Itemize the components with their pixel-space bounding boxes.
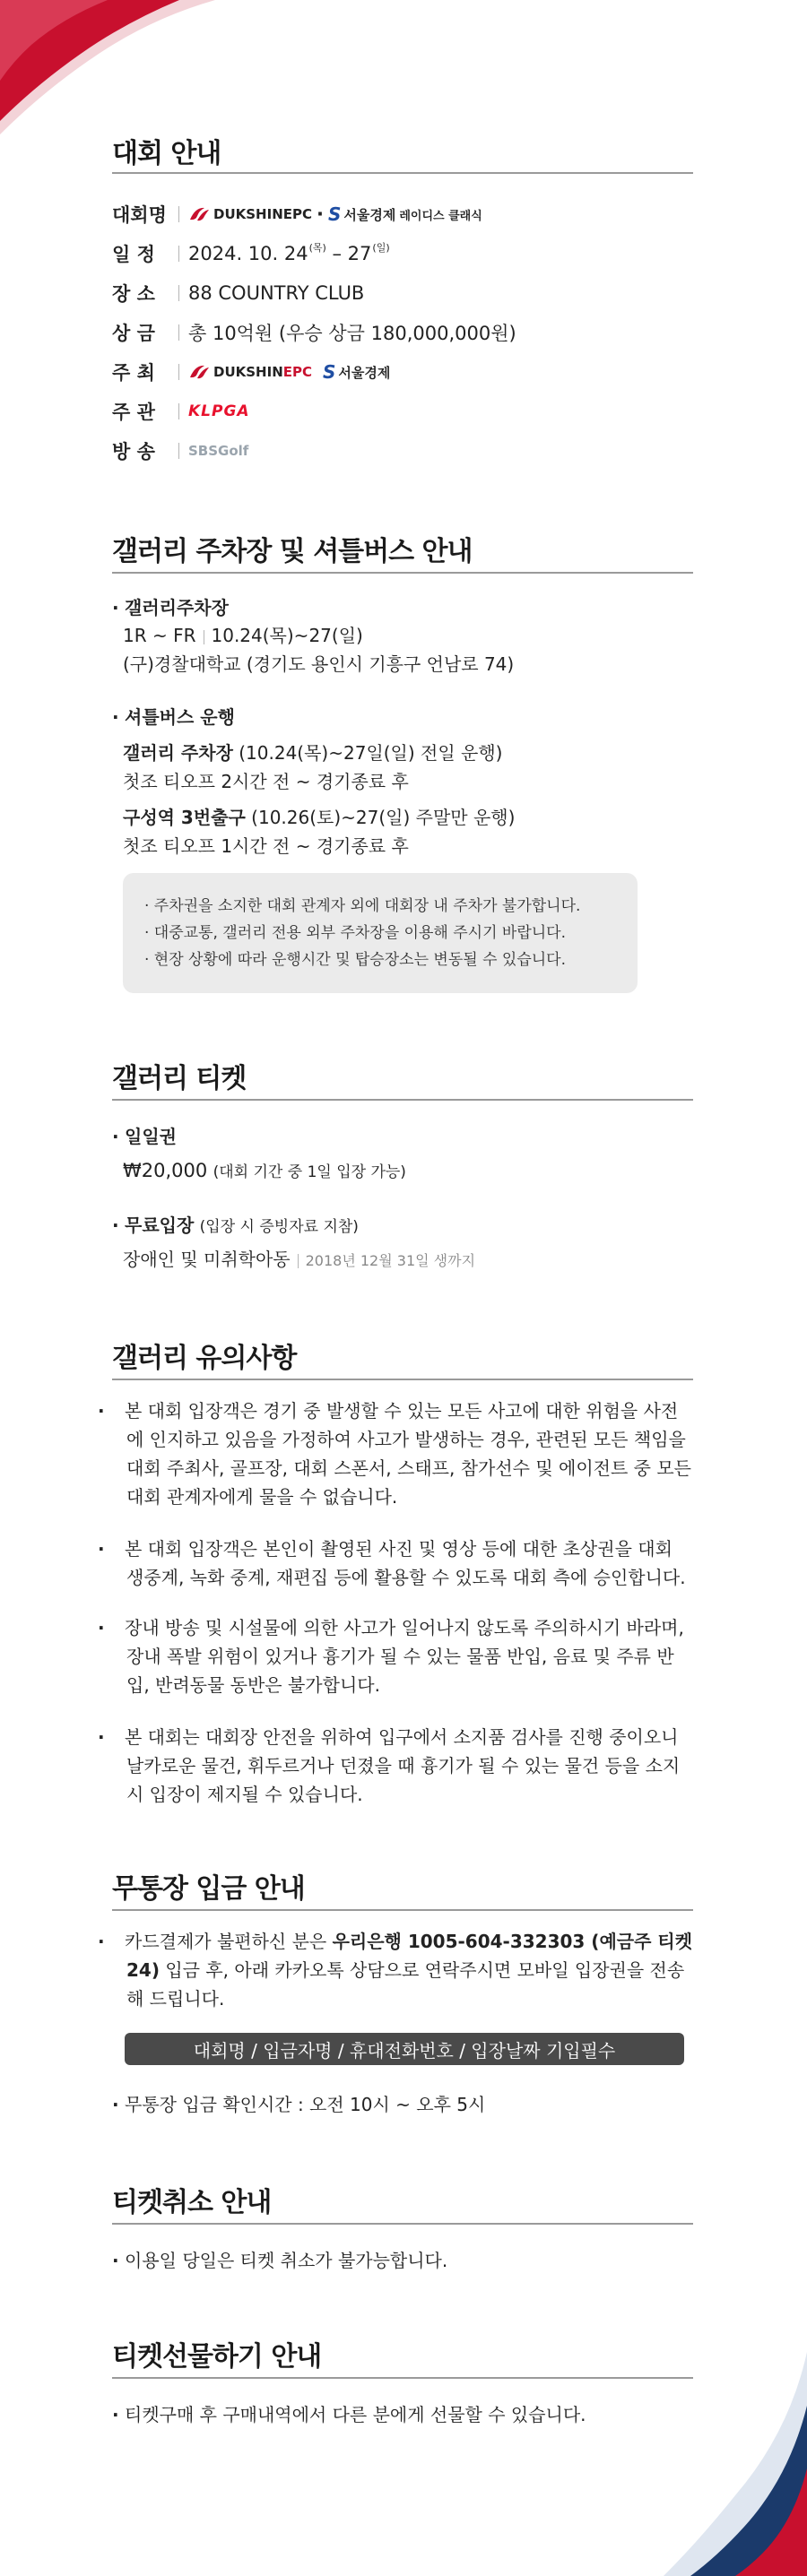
info-row-organizer <box>112 398 250 425</box>
gift-text-value: 티켓구매 후 구매내역에서 다른 분에게 선물할 수 있습니다. <box>125 2404 586 2425</box>
daily-ticket-price-row <box>123 1159 406 1181</box>
info-row-broadcast <box>112 437 248 464</box>
section-title-cancel: 티켓취소 안내 <box>112 2187 272 2218</box>
section-title-event-info: 대회 안내 <box>112 138 221 169</box>
inline-separator <box>298 1254 299 1268</box>
info-label: 장 소 <box>112 283 155 305</box>
free-entry-heading: · 무료입장 (입장 시 증빙자료 지참) <box>112 1215 359 1236</box>
parking-notice-line: · 대중교통, 갤러리 전용 외부 주차장을 이용해 주시기 바랍니다. <box>144 924 566 942</box>
date-start: 2024. 10. 24 <box>188 243 308 264</box>
label-separator <box>178 285 179 301</box>
cancel-text: · 이용일 당일은 티켓 취소가 불가능합니다. <box>112 2250 448 2271</box>
shuttle-heading: · 셔틀버스 운행 <box>112 706 235 728</box>
section-divider <box>112 1099 693 1101</box>
label-separator <box>178 443 179 459</box>
deposit-instructions: · 카드결제가 불편하신 분은 우리은행 1005-604-332303 (예금주 티켓24) 입금 후, 아래 카카오톡 상담으로 연락주시면 모바일 입장권을 전송해 드립니다. <box>98 1931 693 2010</box>
parking-lot-heading-text: 갤러리주차장 <box>125 597 229 618</box>
shuttle-route-a <box>123 739 502 765</box>
deposit-text-a: 카드결제가 불편하신 분은 <box>125 1931 333 1952</box>
shuttle-route-b <box>123 803 515 829</box>
free-entry-limit: 2018년 12월 31일 생까지 <box>305 1252 476 1269</box>
caution-item-text: 본 대회 입장객은 경기 중 발생할 수 있는 모든 사고에 대한 위험을 사전에 인지하고 있음을 가정하여 사고가 발생하는 경우, 관련된 모든 책임을 대회 주최사, 골프장, 대회 스폰서, 스태프, 참가선수 및 에이전트 중 모든 대회 관계자에게 물을 수 없습니다. <box>125 1400 691 1508</box>
corner-ribbon-decoration <box>0 0 215 152</box>
section-divider <box>112 1379 693 1380</box>
daily-ticket-note: (대회 기간 중 1일 입장 가능) <box>213 1163 406 1181</box>
label-separator <box>178 246 179 262</box>
label-separator <box>178 324 179 341</box>
date-dash: – <box>325 243 348 264</box>
prize-value: 총 10억원 (우승 상금 180,000,000원) <box>188 323 516 344</box>
section-title-parking: 갤러리 주차장 및 셔틀버스 안내 <box>112 536 473 567</box>
dukshin-mark-icon <box>188 205 210 223</box>
seoul-economy-logo <box>328 203 395 225</box>
section-title-caution: 갤러리 유의사항 <box>112 1343 297 1374</box>
info-label: 주 최 <box>112 362 155 384</box>
caution-item: · 본 대회는 대회장 안전을 위하여 입구에서 소지품 검사를 진행 중이오니 날카로운 물건, 휘두르거나 던졌을 때 흉기가 될 수 있는 물건 등을 소지 시 입장이 제지될 수 있습니다. <box>98 1726 681 1805</box>
daily-ticket-price: ₩20,000 <box>123 1160 208 1181</box>
shuttle-route-a-time: 첫조 티오프 2시간 전 ~ 경기종료 후 <box>123 771 409 792</box>
date-end: 27 <box>347 243 372 264</box>
info-label: 주 관 <box>112 402 155 423</box>
caution-item-text: 본 대회는 대회장 안전을 위하여 입구에서 소지품 검사를 진행 중이오니 날카로운 물건, 휘두르거나 던졌을 때 흉기가 될 수 있는 물건 등을 소지 시 입장이 제지될 수 있습니다. <box>125 1726 681 1805</box>
parking-notice-box <box>123 873 638 993</box>
free-entry-target: 장애인 및 미취학아동 <box>123 1249 291 1270</box>
event-suffix: 레이디스 클래식 <box>399 209 482 223</box>
info-row-schedule <box>112 240 390 267</box>
seoul-mark-icon: S <box>323 361 336 383</box>
daily-ticket-heading: · 일일권 <box>112 1126 177 1147</box>
epc-logo-text: EPC <box>282 364 312 380</box>
caution-item-text: 본 대회 입장객은 본인이 촬영된 사진 및 영상 등에 대한 초상권을 대회 생중계, 녹화 중계, 재편집 등에 활용할 수 있도록 대회 측에 승인합니다. <box>125 1538 686 1588</box>
label-separator <box>178 364 179 380</box>
info-label: 방 송 <box>112 441 155 462</box>
daily-ticket-heading-text: 일일권 <box>125 1126 177 1147</box>
day-end: (일) <box>372 242 390 254</box>
schedule-value <box>188 243 390 264</box>
free-entry-note: (입장 시 증빙자료 지참) <box>199 1218 359 1236</box>
cancel-text-value: 이용일 당일은 티켓 취소가 불가능합니다. <box>125 2250 448 2271</box>
section-divider <box>112 572 693 574</box>
parking-lot-dates <box>123 621 363 647</box>
free-entry-heading-text: 무료입장 <box>125 1215 195 1236</box>
section-divider <box>112 1909 693 1911</box>
parking-lot-heading: · 갤러리주차장 <box>112 597 229 618</box>
shuttle-route-b-dates: (10.26(토)~27(일) 주말만 운행) <box>245 807 516 828</box>
gift-text: · 티켓구매 후 구매내역에서 다른 분에게 선물할 수 있습니다. <box>112 2404 586 2425</box>
section-title-ticket: 갤러리 티켓 <box>112 1063 247 1094</box>
deposit-required-info-bar: 대회명 / 입금자명 / 휴대전화번호 / 입장날짜 기입필수 <box>125 2033 684 2065</box>
corner-ribbon-decoration-bottom <box>664 2352 807 2576</box>
event-name-value <box>188 203 482 225</box>
info-label: 대회명 <box>112 204 167 226</box>
label-separator <box>178 403 179 419</box>
seoul-logo-text: 서울경제 <box>338 364 391 381</box>
shuttle-route-a-dates: (10.24(목)~27일(일) 전일 운행) <box>232 742 503 764</box>
caution-item: · 본 대회 입장객은 경기 중 발생할 수 있는 모든 사고에 대한 위험을 사전에 인지하고 있음을 가정하여 사고가 발생하는 경우, 관련된 모든 책임을 대회 주최사, 골프장, 대회 스폰서, 스태프, 참가선수 및 에이전트 중 모든 대회 관계자에게 물을 수 없습니다. <box>98 1400 691 1508</box>
host-value <box>188 361 390 383</box>
dukshin-logo-text: DUKSHIN <box>213 364 283 380</box>
seoul-mark-icon: S <box>327 203 342 225</box>
section-title-deposit: 무통장 입금 안내 <box>112 1873 305 1905</box>
seoul-economy-logo <box>323 361 390 383</box>
info-row-event-name <box>112 201 482 228</box>
caution-item: · 장내 방송 및 시설물에 의한 사고가 일어나지 않도록 주의하시기 바라며, 장내 폭발 위험이 있거나 흉기가 될 수 있는 물품 반입, 음료 및 주류 반입, 반려동물 동반은 불가합니다. <box>98 1617 684 1696</box>
venue-value: 88 COUNTRY CLUB <box>188 282 365 304</box>
shuttle-route-b-time: 첫조 티오프 1시간 전 ~ 경기종료 후 <box>123 835 409 857</box>
seoul-logo-text: 서울경제 <box>343 206 396 223</box>
info-row-host <box>112 359 390 385</box>
deposit-hours: · 무통장 입금 확인시간 : 오전 10시 ~ 오후 5시 <box>112 2094 486 2115</box>
caution-item-text: 장내 방송 및 시설물에 의한 사고가 일어나지 않도록 주의하시기 바라며, 장내 폭발 위험이 있거나 흉기가 될 수 있는 물품 반입, 음료 및 주류 반입, 반려동물 동반은 불가합니다. <box>125 1617 684 1696</box>
section-title-gift: 티켓선물하기 안내 <box>112 2341 322 2373</box>
section-divider <box>112 172 693 174</box>
dukshinepc-logo <box>188 205 312 223</box>
sbs-golf-logo: SBSGolf <box>188 443 249 459</box>
deposit-text-b: 입금 후, 아래 카카오톡 상담으로 연락주시면 모바일 입장권을 전송해 드립니다. <box>126 1959 685 2010</box>
parking-notice-line: · 주차권을 소지한 대회 관계자 외에 대회장 내 주차가 불가합니다. <box>144 897 581 915</box>
free-entry-target-row <box>123 1245 475 1271</box>
parking-lot-address: (구)경찰대학교 (경기도 용인시 기흥구 언남로 74) <box>123 653 515 675</box>
shuttle-route-a-name: 갤러리 주차장 <box>123 742 233 764</box>
logo-dot: · <box>317 203 324 225</box>
label-separator <box>178 206 179 222</box>
section-divider <box>112 2377 693 2379</box>
dukshinepc-logo-text: DUKSHINEPC <box>213 206 312 222</box>
shuttle-heading-text: 셔틀버스 운행 <box>125 706 235 728</box>
shuttle-route-b-name: 구성역 3번출구 <box>123 807 246 828</box>
deposit-hours-text: 무통장 입금 확인시간 : 오전 10시 ~ 오후 5시 <box>125 2094 486 2115</box>
info-label: 일 정 <box>112 244 155 265</box>
parking-notice-line: · 현장 상황에 따라 운행시간 및 탑승장소는 변동될 수 있습니다. <box>144 951 566 969</box>
klpga-logo: KLPGA <box>188 402 250 420</box>
section-divider <box>112 2223 693 2225</box>
info-label: 상 금 <box>112 323 155 344</box>
parking-dates: 10.24(목)~27(일) <box>211 625 363 646</box>
day-start: (목) <box>308 242 326 254</box>
dukshinepc-logo <box>188 363 312 381</box>
caution-item: · 본 대회 입장객은 본인이 촬영된 사진 및 영상 등에 대한 초상권을 대회 생중계, 녹화 중계, 재편집 등에 활용할 수 있도록 대회 측에 승인합니다. <box>98 1538 686 1588</box>
deposit-account: 우리은행 1005-604-332303 (예금주 티켓24) <box>126 1931 693 1981</box>
parking-round: 1R ~ FR <box>123 625 196 646</box>
dukshin-mark-icon <box>188 363 210 381</box>
info-row-prize <box>112 319 516 346</box>
info-row-venue <box>112 280 364 307</box>
